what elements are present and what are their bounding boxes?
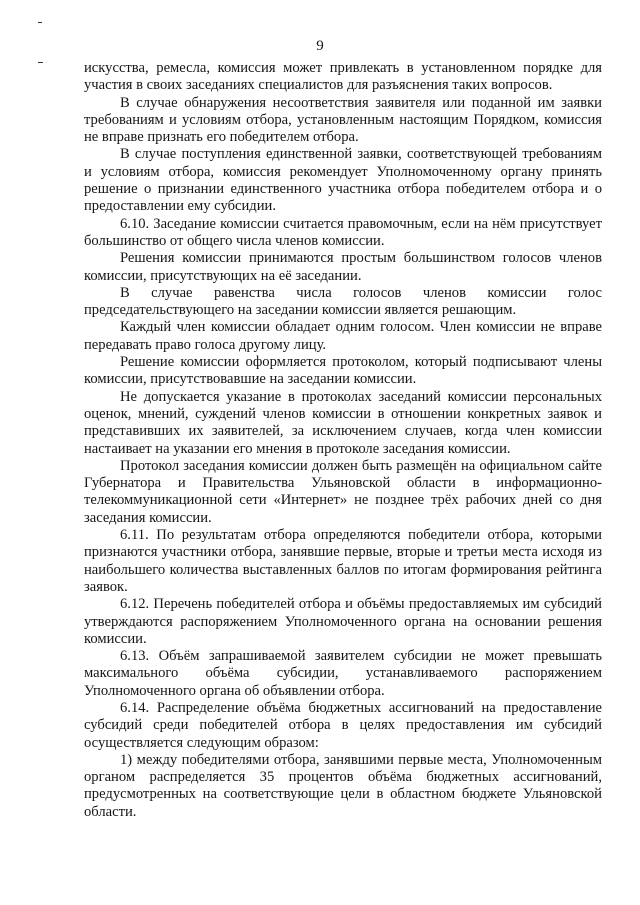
paragraph-tie-vote: В случае равенства числа голосов членов комиссии голос председательствующего на заседании комиссии является решающим. bbox=[84, 284, 602, 319]
paragraph-6-13: 6.13. Объём запрашиваемой заявителем субсидии не может превышать максимального объёма субсидии, устанавливаемого распоряжением Уполномоченного органа об объявлении отбора. bbox=[84, 648, 602, 699]
paragraph-majority: Решения комиссии принимаются простым большинством голосов членов комиссии, присутствующих на её заседании. bbox=[84, 250, 602, 284]
paragraph-6-10: 6.10. Заседание комиссии считается правомочным, если на нём присутствует большинство от общего числа членов комиссии. bbox=[84, 215, 602, 249]
paragraph-6-14-item-1: 1) между победителями отбора, занявшими первые места, Уполномоченным органом распределяется 35 процентов объёма бюджетных ассигнований, предусмотренных на соответствующие цели в областном бюджете Ульяновской области. bbox=[84, 751, 602, 820]
paragraph-protocol: Решение комиссии оформляется протоколом, который подписывают члены комиссии, присутствовавшие на заседании комиссии. bbox=[84, 354, 602, 388]
paragraph-continuation: искусства, ремесла, комиссия может привлекать в установленном порядке для участия в своих заседаниях специалистов для разъяснения таких вопросов. bbox=[84, 60, 602, 94]
paragraph-no-personal: Не допускается указание в протоколах заседаний комиссии персональных оценок, мнений, суждений членов комиссии в отношении конкретных заявок и представивших их заявителей, за исключением случаев, когда член комиссии настаивает на указании его мнения в протоколе заседания комиссии. bbox=[84, 388, 602, 457]
paragraph-single-application: В случае поступления единственной заявки, соответствующей требованиям и условиям отбора, комиссия рекомендует Уполномоченному органу принять решение о признании единственного участника отбора победителем отбора и о предоставлении ему субсидии. bbox=[84, 146, 602, 215]
scan-mark-top bbox=[38, 22, 42, 23]
page-number: 9 bbox=[316, 38, 324, 54]
scan-mark-bottom bbox=[38, 62, 43, 63]
paragraph-6-12: 6.12. Перечень победителей отбора и объёмы предоставляемых им субсидий утверждаются распоряжением Уполномоченного органа на основании решения комиссии. bbox=[84, 596, 602, 647]
paragraph-mismatch: В случае обнаружения несоответствия заявителя или поданной им заявки требованиям и условиям отбора, установленным настоящим Порядком, комиссия не вправе признать его победителем отбора. bbox=[84, 94, 602, 146]
paragraph-one-vote: Каждый член комиссии обладает одним голосом. Член комиссии не вправе передавать право голоса другому лицу. bbox=[84, 319, 602, 353]
paragraph-6-11: 6.11. По результатам отбора определяются победители отбора, которыми признаются участники отбора, занявшие первые, вторые и третьи места исходя из наибольшего количества выставленных баллов по итогам формирования рейтинга заявок. bbox=[84, 527, 602, 595]
paragraph-6-14: 6.14. Распределение объёма бюджетных ассигнований на предоставление субсидий среди победителей отбора в целях предоставления им субсидий осуществляется следующим образом: bbox=[84, 699, 602, 751]
paragraph-publication: Протокол заседания комиссии должен быть размещён на официальном сайте Губернатора и Правительства Ульяновской области в информационно-телекоммуникационной сети «Интернет» не позднее трёх рабочих дней со дня заседания комиссии. bbox=[84, 457, 602, 526]
document-body bbox=[84, 60, 602, 821]
